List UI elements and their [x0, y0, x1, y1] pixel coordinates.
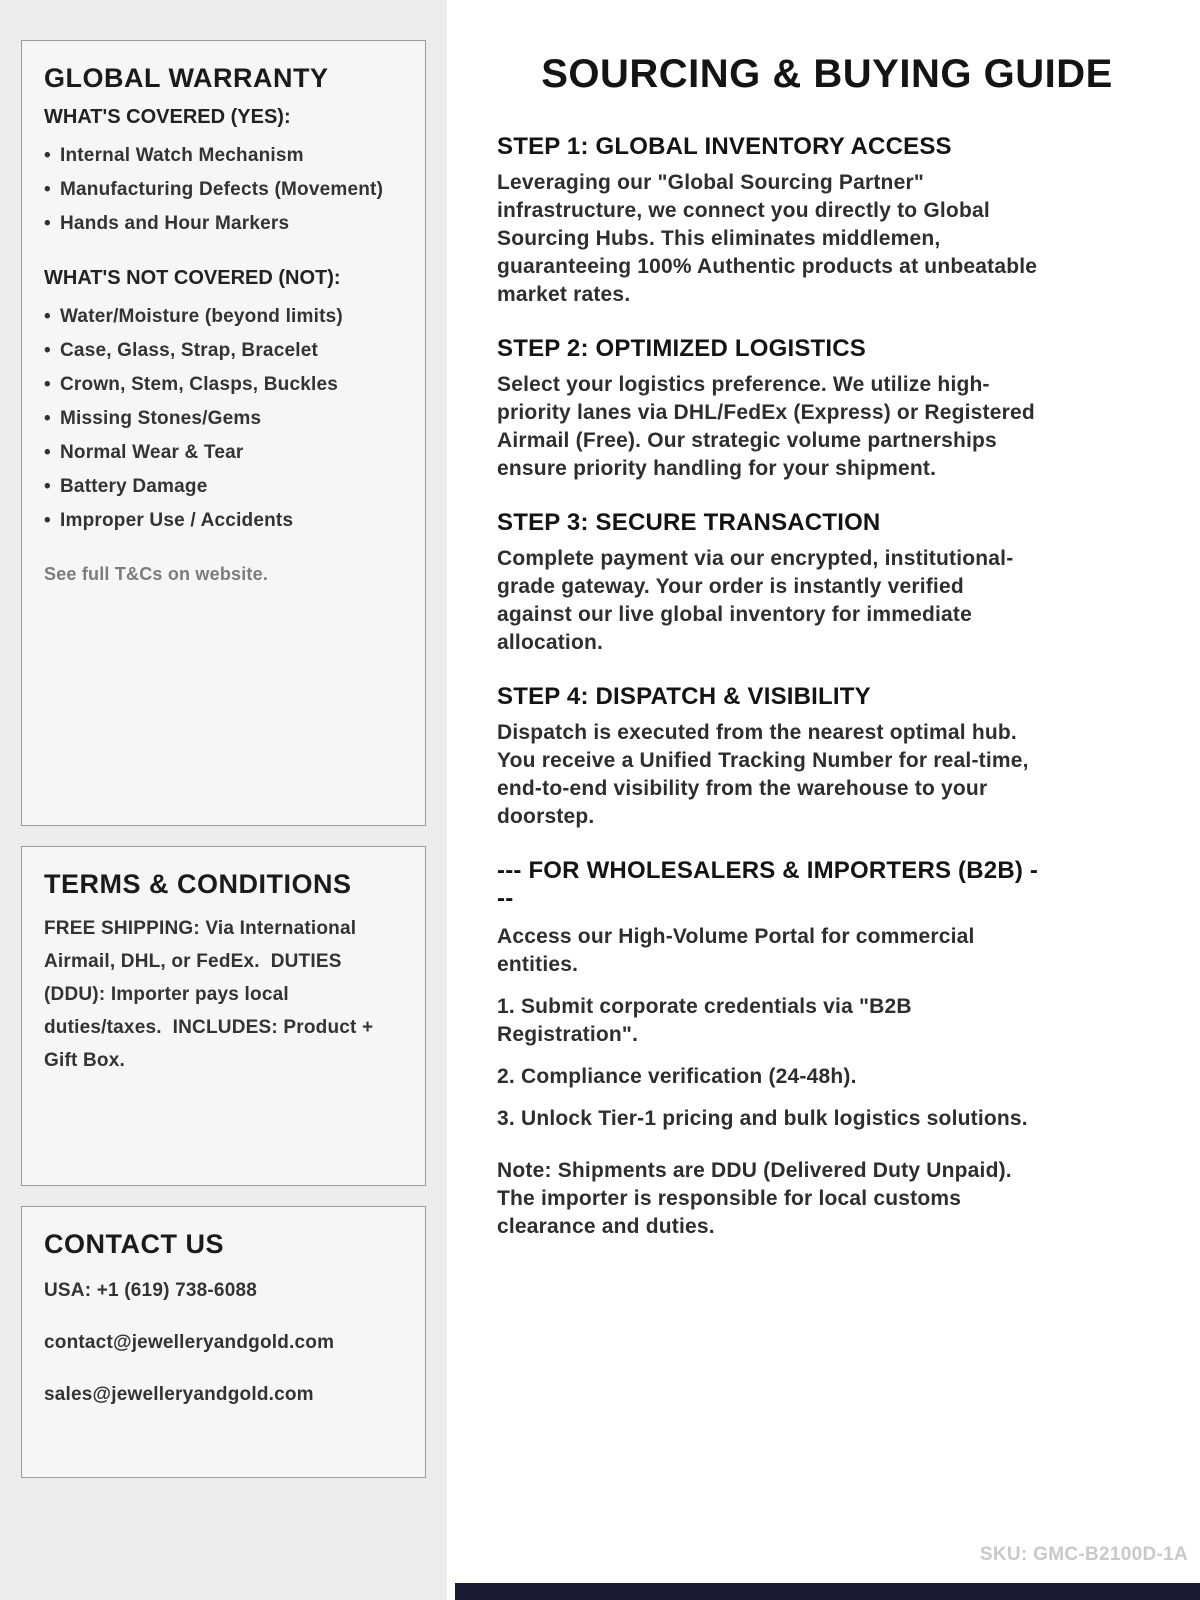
page-title: SOURCING & BUYING GUIDE: [541, 52, 1113, 96]
step-3-heading: STEP 3: SECURE TRANSACTION: [497, 509, 881, 536]
b2b-item-3: 3. Unlock Tier-1 pricing and bulk logistics solutions.: [497, 1107, 1028, 1130]
warranty-title: GLOBAL WARRANTY: [44, 63, 329, 93]
b2b-item-2: 2. Compliance verification (24-48h).: [497, 1065, 857, 1088]
terms-title: TERMS & CONDITIONS: [44, 869, 352, 899]
list-item: • Manufacturing Defects (Movement): [44, 173, 403, 207]
sku-label: SKU: GMC-B2100D-1A: [979, 1544, 1188, 1565]
b2b-heading: --- FOR WHOLESALERS & IMPORTERS (B2B) ---: [497, 857, 1039, 912]
list-item: • Missing Stones/Gems: [44, 402, 403, 436]
list-item: • Improper Use / Accidents: [44, 504, 403, 538]
step-4-body: Dispatch is executed from the nearest optimal hub. You receive a Unified Tracking Number for real-time, end-to-end visibility from the warehouse to your doorstep.: [497, 721, 1029, 828]
main-content: [447, 0, 1200, 1600]
step-2-body: Select your logistics preference. We utilize high-priority lanes via DHL/FedEx (Express) or Registered Airmail (Free). Our strategic volume partnerships ensure priority handling for your shipment.: [497, 373, 1035, 480]
list-item: • Water/Moisture (beyond limits): [44, 300, 403, 334]
warranty-footnote: See full T&Cs on website.: [44, 564, 269, 584]
step-1-heading: STEP 1: GLOBAL INVENTORY ACCESS: [497, 133, 952, 160]
step-2: [497, 335, 1042, 483]
b2b-section: [497, 857, 1042, 1241]
step-3-body: Complete payment via our encrypted, institutional-grade gateway. Your order is instantly verified against our live global inventory for immediate allocation.: [497, 547, 1014, 654]
step-4-heading: STEP 4: DISPATCH & VISIBILITY: [497, 683, 871, 710]
warranty-box: [21, 40, 426, 826]
covered-heading: WHAT'S COVERED (YES):: [44, 106, 291, 128]
step-4: [497, 683, 1042, 831]
contact-box: [21, 1206, 426, 1478]
b2b-item-1: 1. Submit corporate credentials via "B2B Registration".: [497, 995, 912, 1046]
terms-body: FREE SHIPPING: Via International Airmail, DHL, or FedEx. DUTIES (DDU): Importer pays local duties/taxes. INCLUDES: Product + Gift Box.: [44, 918, 379, 1071]
list-item: • Hands and Hour Markers: [44, 207, 403, 241]
contact-phone: USA: +1 (619) 738-6088: [44, 1280, 257, 1301]
terms-box: [21, 846, 426, 1186]
step-1: [497, 133, 1042, 309]
list-item: • Internal Watch Mechanism: [44, 139, 403, 173]
footer-bar: [455, 1583, 1200, 1600]
b2b-intro: Access our High-Volume Portal for commercial entities.: [497, 925, 975, 976]
contact-title: CONTACT US: [44, 1229, 224, 1259]
list-item: • Battery Damage: [44, 470, 403, 504]
list-item: • Normal Wear & Tear: [44, 436, 403, 470]
steps-content: [497, 133, 1042, 1241]
sidebar: [0, 0, 447, 1600]
not-covered-heading: WHAT'S NOT COVERED (NOT):: [44, 267, 341, 289]
contact-email-sales: sales@jewelleryandgold.com: [44, 1384, 314, 1405]
not-covered-list: [44, 300, 403, 538]
step-3: [497, 509, 1042, 657]
step-2-heading: STEP 2: OPTIMIZED LOGISTICS: [497, 335, 866, 362]
contact-email-primary: contact@jewelleryandgold.com: [44, 1332, 335, 1353]
list-item: • Case, Glass, Strap, Bracelet: [44, 334, 403, 368]
covered-list: [44, 139, 403, 241]
b2b-note: Note: Shipments are DDU (Delivered Duty Unpaid). The importer is responsible for local customs clearance and duties.: [497, 1159, 1012, 1238]
step-1-body: Leveraging our "Global Sourcing Partner" infrastructure, we connect you directly to Global Sourcing Hubs. This eliminates middlemen, guaranteeing 100% Authentic products at unbeatable market rates.: [497, 171, 1038, 306]
list-item: • Crown, Stem, Clasps, Buckles: [44, 368, 403, 402]
